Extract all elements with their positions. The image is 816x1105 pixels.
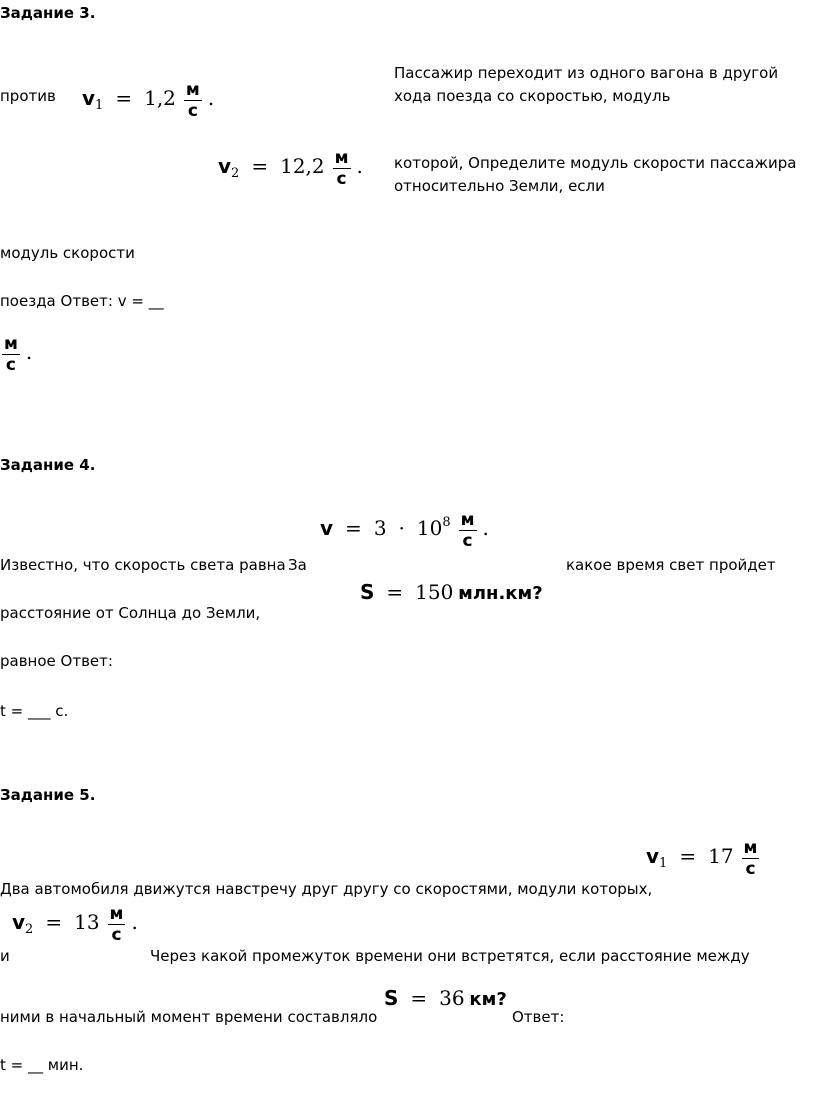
task4-line-known: Известно, что скорость света равна [0, 556, 286, 574]
task5-line-two-cars: Два автомобиля движутся навстречу друг другу со скоростями, модули которых, [0, 880, 653, 898]
task4-line-distance: расстояние от Солнца до Земли, [0, 604, 261, 622]
task4-formula-s: S = 150 млн.км? [360, 580, 543, 604]
task3-text-3: которой, Определите модуль скорости пассажира [394, 154, 797, 172]
task4-answer: t = ___ с. [0, 702, 69, 720]
task5-heading: Задание 5. [0, 786, 96, 804]
task5-word-and: и [0, 947, 10, 965]
task3-formula-v2: v2 = 12,2 $\frac{м}{с}$ . [218, 148, 363, 189]
task4-word-for: За [288, 556, 307, 574]
task4-heading: Задание 4. [0, 456, 96, 474]
task5-formula-v2: v2 = 13 $\frac{м}{с}$ . [12, 904, 138, 945]
task4-line-equal: равное Ответ: [0, 652, 113, 670]
task3-heading: Задание 3. [0, 4, 96, 22]
task3-text-4: относительно Земли, если [394, 177, 605, 195]
task3-text-1: Пассажир переходит из одного вагона в другой [394, 64, 779, 82]
task5-formula-s: S = 36 км? [384, 986, 507, 1010]
task3-answer: поезда Ответ: v = __ [0, 292, 164, 310]
task3-line-modulus: модуль скорости [0, 244, 135, 262]
task5-answer: t = __ мин. [0, 1056, 84, 1074]
task3-formula-v1: v1 = 1,2 $\frac{м}{с}$ . [82, 80, 215, 121]
task5-line-when: Через какой промежуток времени они встретятся, если расстояние между [150, 947, 750, 965]
task4-formula-v: v = 3 · 108 $\frac{м}{с}$ . [320, 510, 489, 551]
task4-line-what-time: какое время свет пройдет [566, 556, 776, 574]
task3-answer-unit: $\frac{м}{с}$ . [4, 334, 33, 375]
task3-word-against: против [0, 87, 56, 105]
task5-word-answer: Ответ: [512, 1008, 565, 1026]
task5-formula-v1: v1 = 17 $\frac{м}{с}$ [646, 838, 758, 879]
task5-line-initial: ними в начальный момент времени составляло [0, 1008, 378, 1026]
task3-text-2: хода поезда со скоростью, модуль [394, 87, 671, 105]
